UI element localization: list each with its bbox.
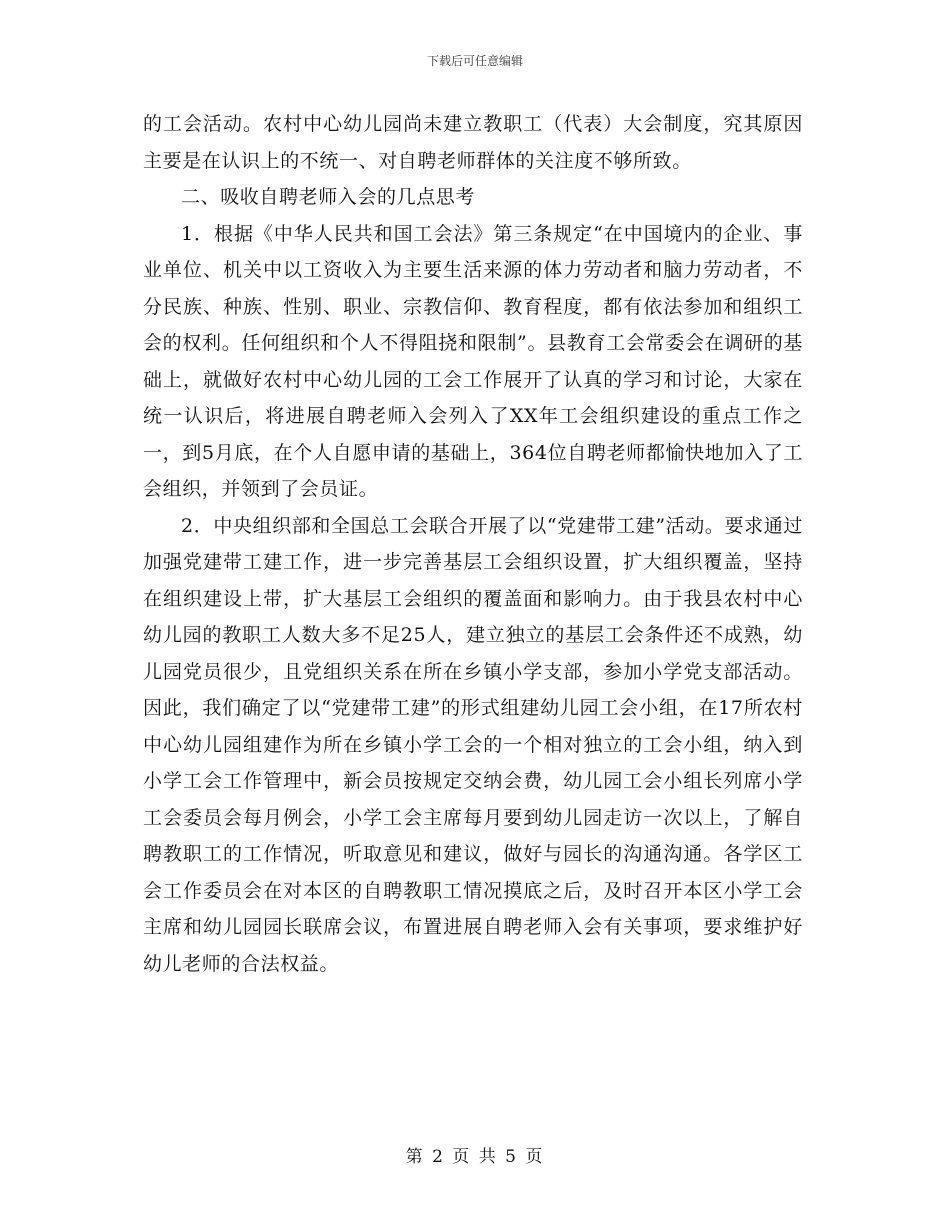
page-header: 下载后可任意编辑 <box>426 54 523 68</box>
section-heading: 二、吸收自聘老师入会的几点思考 <box>181 186 476 208</box>
paragraph-item-1: 1．根据《中华人民共和国工会法》第三条规定“在中国境内的企业、事业单位、机关中以工资收入为主要生活来源的体力劳动者和脑力劳动者，不分民族、种族、性别、职业、宗教信仰、教育程度，都有依法参加和组织工会的权利。任何组织和个人不得阻挠和限制”。县教育工会常委会在调研的基础上，就做好农村中心幼儿园的工会工作展开了认真的学习和讨论，大家在统一认识后，将进展自聘老师入会列入了XX年工会组织建设的重点工作之一，到5月底，在个人自愿申请的基础上，364位自聘老师都愉快地加入了工会组织，并领到了会员证。 <box>143 222 803 500</box>
paragraph-continuation: 的工会活动。农村中心幼儿园尚未建立教职工（代表）大会制度，究其原因主要是在认识上的不统一、对自聘老师群体的关注度不够所致。 <box>143 113 803 172</box>
document-body <box>143 106 803 982</box>
page-number: 第 2 页 共 5 页 <box>405 1147 545 1167</box>
paragraph-item-2: 2．中央组织部和全国总工会联合开展了以“党建带工建”活动。要求通过加强党建带工建工作，进一步完善基层工会组织设置，扩大组织覆盖，坚持在组织建设上带，扩大基层工会组织的覆盖面和影响力。由于我县农村中心幼儿园的教职工人数大多不足25人，建立独立的基层工会条件还不成熟，幼儿园党员很少，且党组织关系在所在乡镇小学支部，参加小学党支部活动。因此，我们确定了以“党建带工建”的形式组建幼儿园工会小组，在17所农村中心幼儿园组建作为所在乡镇小学工会的一个相对独立的工会小组，纳入到小学工会工作管理中，新会员按规定交纳会费，幼儿园工会小组长列席小学工会委员会每月例会，小学工会主席每月要到幼儿园走访一次以上，了解自聘教职工的工作情况，听取意见和建议，做好与园长的沟通沟通。各学区工会工作委员会在对本区的自聘教职工情况摸底之后，及时召开本区小学工会主席和幼儿园园长联席会议，布置进展自聘老师入会有关事项，要求维护好幼儿老师的合法权益。 <box>143 514 803 975</box>
